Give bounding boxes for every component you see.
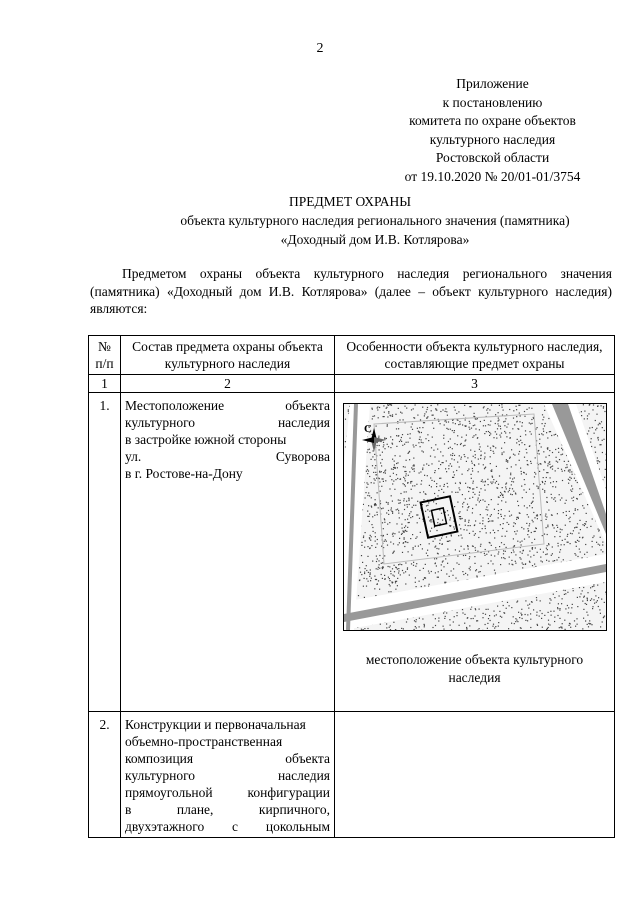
cell-line	[125, 784, 330, 801]
cell-line	[125, 431, 330, 448]
cell-word: плане,	[176, 802, 214, 817]
cell-line	[125, 733, 330, 750]
appendix-line: Приложение	[456, 76, 529, 91]
object-boundary-marker	[420, 496, 457, 537]
map-caption: местоположение объекта культурного наследия	[365, 652, 584, 685]
cell-word: композиция	[125, 751, 194, 766]
intro-text: Предметом охраны объекта культурного наследия регионального значения (памятника) «Доходный дом И.В. Котлярова» (далее – объект культурного наследия) являются:	[90, 266, 612, 316]
row-composition	[121, 712, 335, 838]
row-number: 2.	[89, 712, 121, 838]
cell-word: объекта	[285, 751, 330, 766]
compass-north-label: С	[363, 423, 372, 435]
location-map	[343, 403, 607, 631]
row-features	[335, 393, 615, 712]
row-composition	[121, 393, 335, 712]
cell-line	[125, 397, 330, 414]
cell-word: кирпичного,	[258, 802, 330, 817]
cell-word: Конструкции и первоначальная	[125, 717, 306, 732]
object-footprint-marker	[431, 508, 446, 526]
header-composition: Состав предмета охраны объекта культурного наследия	[121, 336, 335, 375]
table-header-row	[89, 336, 615, 375]
appendix-line: к постановлению	[442, 94, 543, 110]
appendix-line: комитета по охране объектов	[409, 113, 576, 129]
cell-word: Местоположение	[125, 398, 225, 413]
appendix-line: Ростовской области	[435, 150, 550, 166]
table-row	[89, 712, 615, 838]
cell-word: объекта	[285, 398, 330, 413]
appendix-block	[370, 75, 615, 187]
appendix-line: от 19.10.2020 № 20/01-01/3754	[404, 168, 581, 184]
protection-table	[88, 335, 615, 838]
cell-line	[125, 414, 330, 431]
table-row	[89, 393, 615, 712]
cell-word: двухэтажного	[125, 819, 205, 834]
colnum-3: 3	[335, 375, 615, 393]
cell-line	[125, 750, 330, 767]
title-heading: ПРЕДМЕТ ОХРАНЫ	[288, 194, 412, 209]
row-number: 1.	[89, 393, 121, 712]
cell-word: прямоугольной	[125, 785, 213, 800]
location-map-image	[344, 404, 606, 630]
cell-word: в	[125, 802, 132, 817]
cell-line	[125, 716, 330, 733]
cell-word: ул.	[125, 449, 142, 464]
intro-paragraph	[90, 265, 612, 318]
colnum-1: 1	[89, 375, 121, 393]
appendix-line: культурного наследия	[429, 131, 556, 147]
cell-word: цокольным	[265, 819, 330, 834]
cell-word: конфигурации	[247, 785, 330, 800]
header-features: Особенности объекта культурного наследия, составляющие предмет охраны	[335, 336, 615, 375]
page-number: 2	[316, 41, 324, 56]
document-title	[90, 192, 610, 249]
cell-word: культурного	[125, 415, 196, 430]
row-features	[335, 712, 615, 838]
cell-word: объемно-пространственная	[125, 734, 283, 749]
cell-word: в г. Ростове-на-Дону	[125, 466, 243, 481]
colnum-2: 2	[121, 375, 335, 393]
cell-line	[125, 818, 330, 835]
cell-line	[125, 448, 330, 465]
cell-word: с	[232, 819, 239, 834]
cell-line	[125, 465, 330, 482]
table-colnum-row	[89, 375, 615, 393]
title-line-2: объекта культурного наследия регионального значения (памятника)	[180, 213, 570, 228]
cell-word: наследия	[277, 768, 330, 783]
header-number: № п/п	[89, 336, 121, 375]
cell-line	[125, 801, 330, 818]
title-line-3: «Доходный дом И.В. Котлярова»	[280, 232, 470, 247]
cell-word: в застройке южной стороны	[125, 432, 287, 447]
cell-word: Суворова	[275, 449, 330, 464]
cell-word: культурного	[125, 768, 196, 783]
cell-line	[125, 767, 330, 784]
cell-word: наследия	[277, 415, 330, 430]
